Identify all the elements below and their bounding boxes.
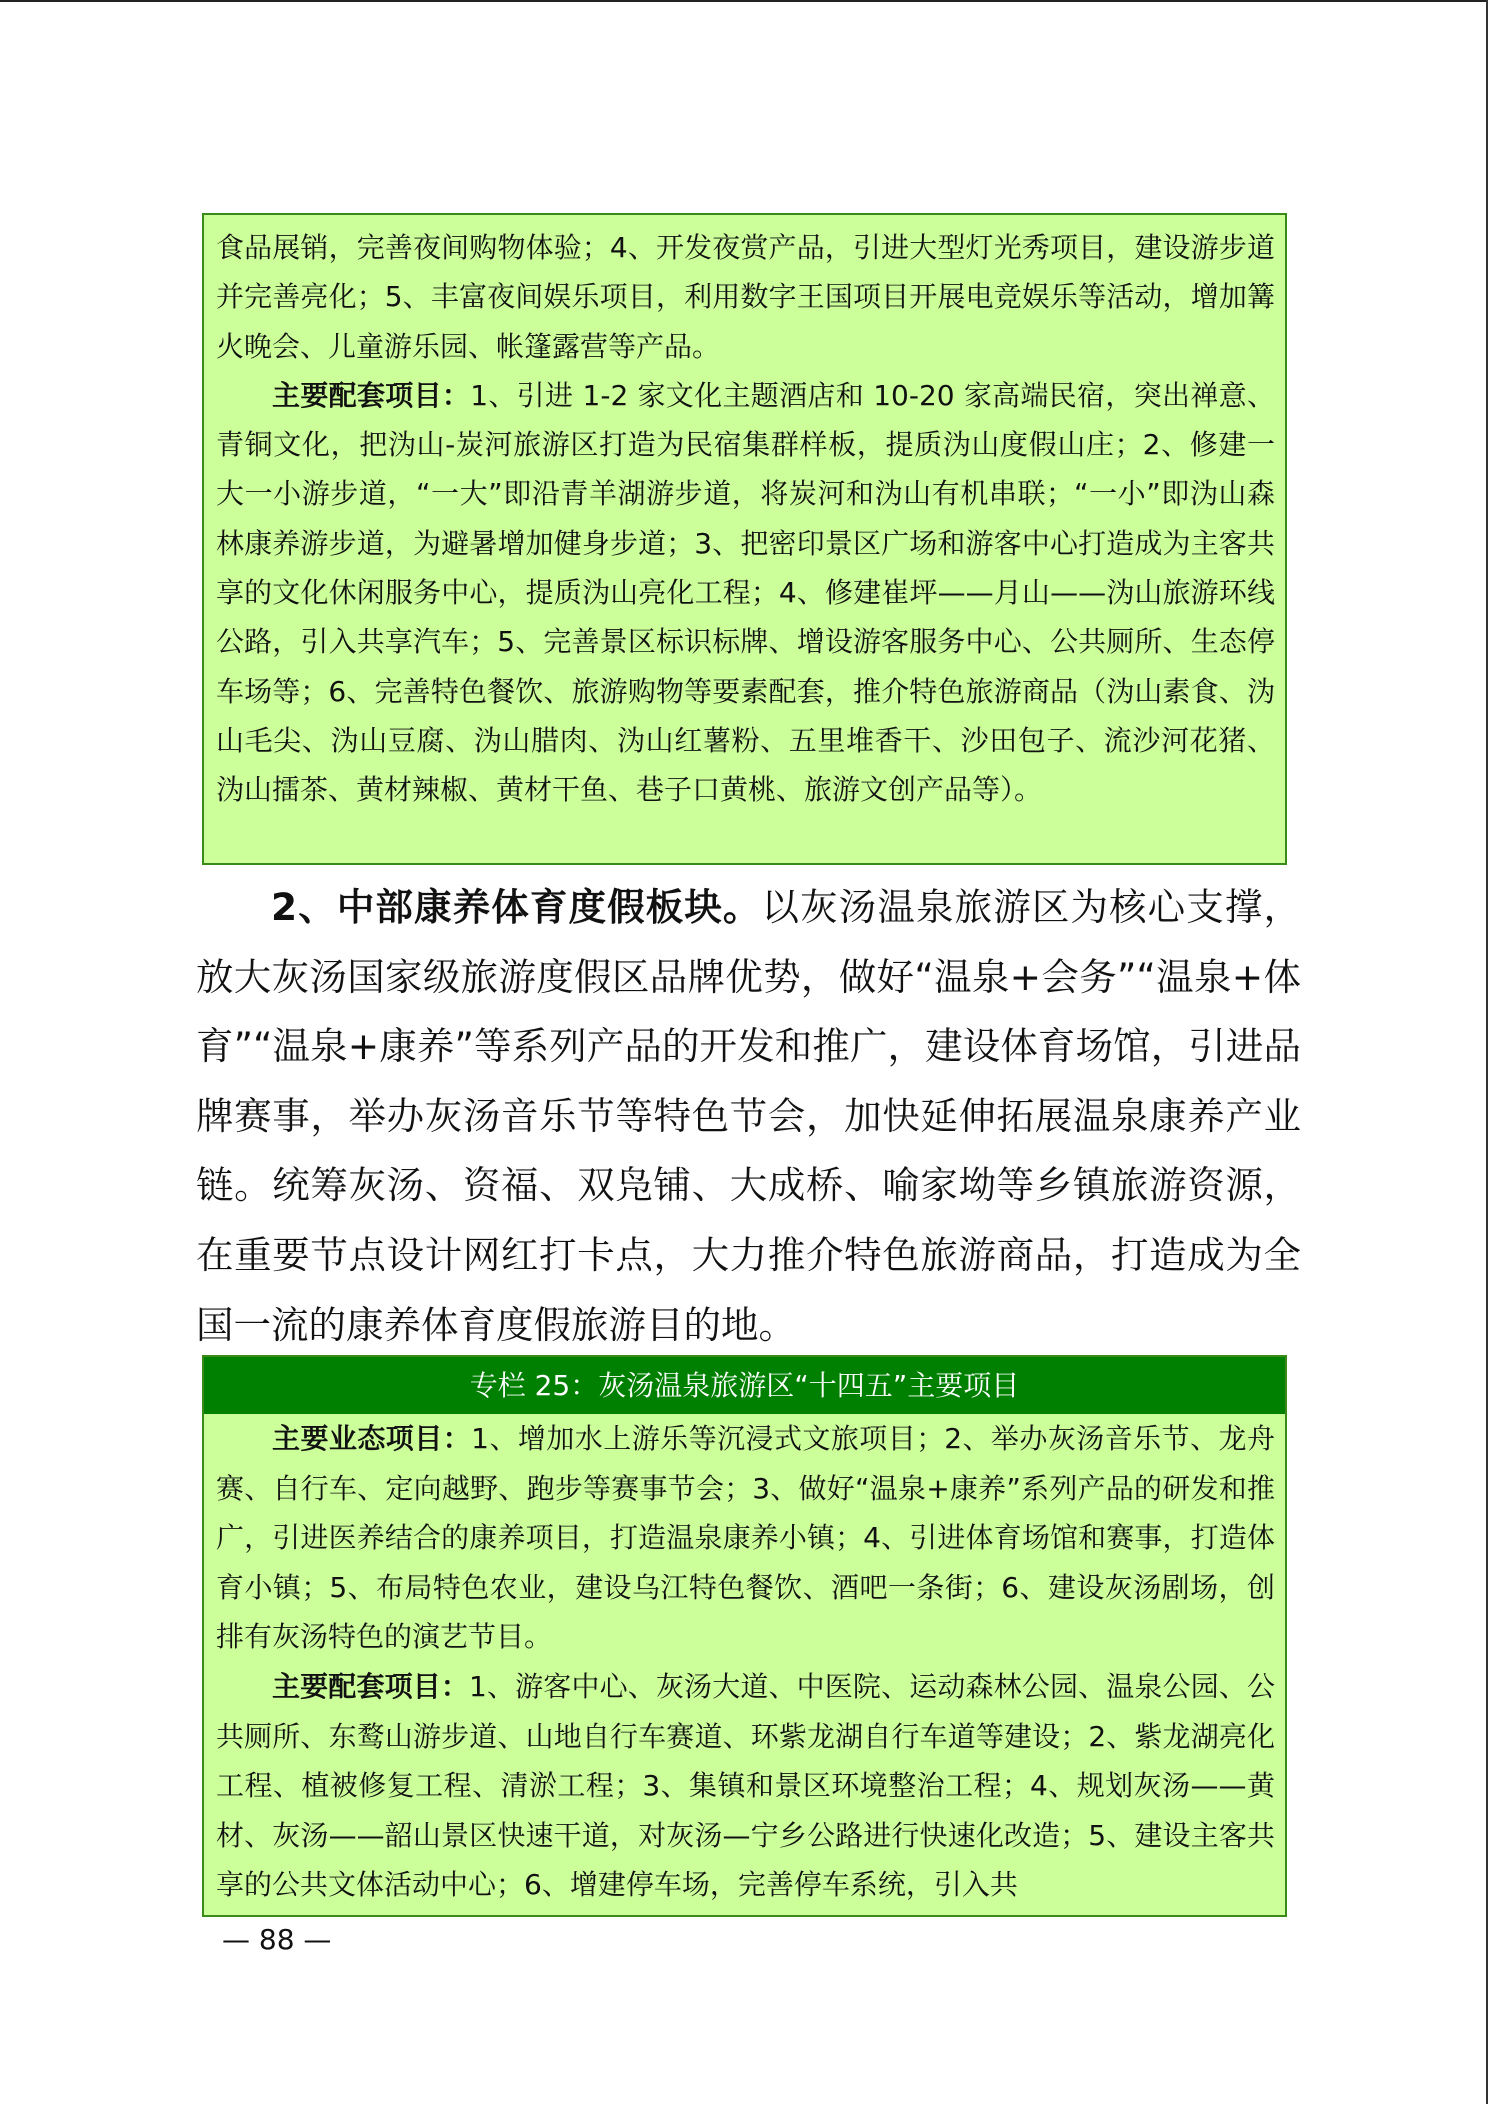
page-border-top — [0, 0, 1488, 2]
box1-support-label: 主要配套项目： — [272, 378, 471, 412]
project-box-weishan-body — [204, 215, 1285, 815]
box2-support-paragraph — [216, 1662, 1275, 1910]
project-box-huitang-body — [204, 1414, 1285, 1910]
box2-business-label: 主要业态项目： — [272, 1422, 472, 1455]
section-heading: 2、中部康养体育度假板块。 — [271, 885, 762, 929]
box2-support-label: 主要配套项目： — [272, 1669, 470, 1703]
box1-continuation: 食品展销，完善夜间购物体验；4、开发夜赏产品，引进大型灯光秀项目，建设游步道并完善亮化；5、丰富夜间娱乐项目，利用数字王国项目开展电竞娱乐等活动，增加篝火晚会、儿童游乐园、帐篷露营等产品。 — [216, 231, 1275, 363]
project-box-weishan — [202, 213, 1287, 865]
section-body: 以灰汤温泉旅游区为核心支撑，放大灰汤国家级旅游度假区品牌优势，做好“温泉+会务”“温泉+体育”“温泉+康养”等系列产品的开发和推广，建设体育场馆，引进品牌赛事，举办灰汤音乐节等特色节会，加快延伸拓展温泉康养产业链。统筹灰汤、资福、双凫铺、大成桥、喻家坳等乡镇旅游资源，在重要节点设计网红打卡点，大力推介特色旅游商品，打造成为全国一流的康养体育度假旅游目的地。 — [196, 885, 1301, 1347]
box2-title: 专栏 25：灰汤温泉旅游区“十四五”主要项目 — [204, 1357, 1285, 1414]
box1-support-text: 1、引进 1-2 家文化主题酒店和 10-20 家高端民宿，突出禅意、青铜文化，把沩山-炭河旅游区打造为民宿集群样板，提质沩山度假山庄；2、修建一大一小游步道，“一大”即沿青羊湖游步道，将炭河和沩山有机串联；“一小”即沩山森林康养游步道，为避暑增加健身步道；3、把密印景区广场和游客中心打造成为主客共享的文化休闲服务中心，提质沩山亮化工程；4、修建崔坪——月山——沩山旅游环线公路，引入共享汽车；5、完善景区标识标牌、增设游客服务中心、公共厕所、生态停车场等；6、完善特色餐饮、旅游购物等要素配套，推介特色旅游商品（沩山素食、沩山毛尖、沩山豆腐、沩山腊肉、沩山红薯粉、五里堆香干、沙田包子、流沙河花猪、沩山擂茶、黄材辣椒、黄材干鱼、巷子口黄桃、旅游文创产品等）。 — [216, 378, 1275, 807]
section-paragraph-central — [196, 873, 1301, 1360]
box2-business-paragraph — [216, 1414, 1275, 1662]
page-number: — 88 — — [222, 1923, 332, 1956]
box1-support-paragraph — [216, 371, 1275, 815]
box2-support-text: 1、游客中心、灰汤大道、中医院、运动森林公园、温泉公园、公共厕所、东鹜山游步道、山地自行车赛道、环紫龙湖自行车道等建设；2、紫龙湖亮化工程、植被修复工程、清淤工程；3、集镇和景区环境整治工程；4、规划灰汤——黄材、灰汤——韶山景区快速干道，对灰汤—宁乡公路进行快速化改造；5、建设主客共享的公共文体活动中心；6、增建停车场，完善停车系统，引入共 — [216, 1669, 1275, 1902]
project-box-huitang — [202, 1355, 1287, 1917]
box2-business-text: 1、增加水上游乐等沉浸式文旅项目；2、举办灰汤音乐节、龙舟赛、自行车、定向越野、跑步等赛事节会；3、做好“温泉+康养”系列产品的研发和推广，引进医养结合的康养项目，打造温泉康养小镇；4、引进体育场馆和赛事，打造体育小镇；5、布局特色农业，建设乌江特色餐饮、酒吧一条街；6、建设灰汤剧场，创排有灰汤特色的演艺节目。 — [216, 1422, 1275, 1654]
